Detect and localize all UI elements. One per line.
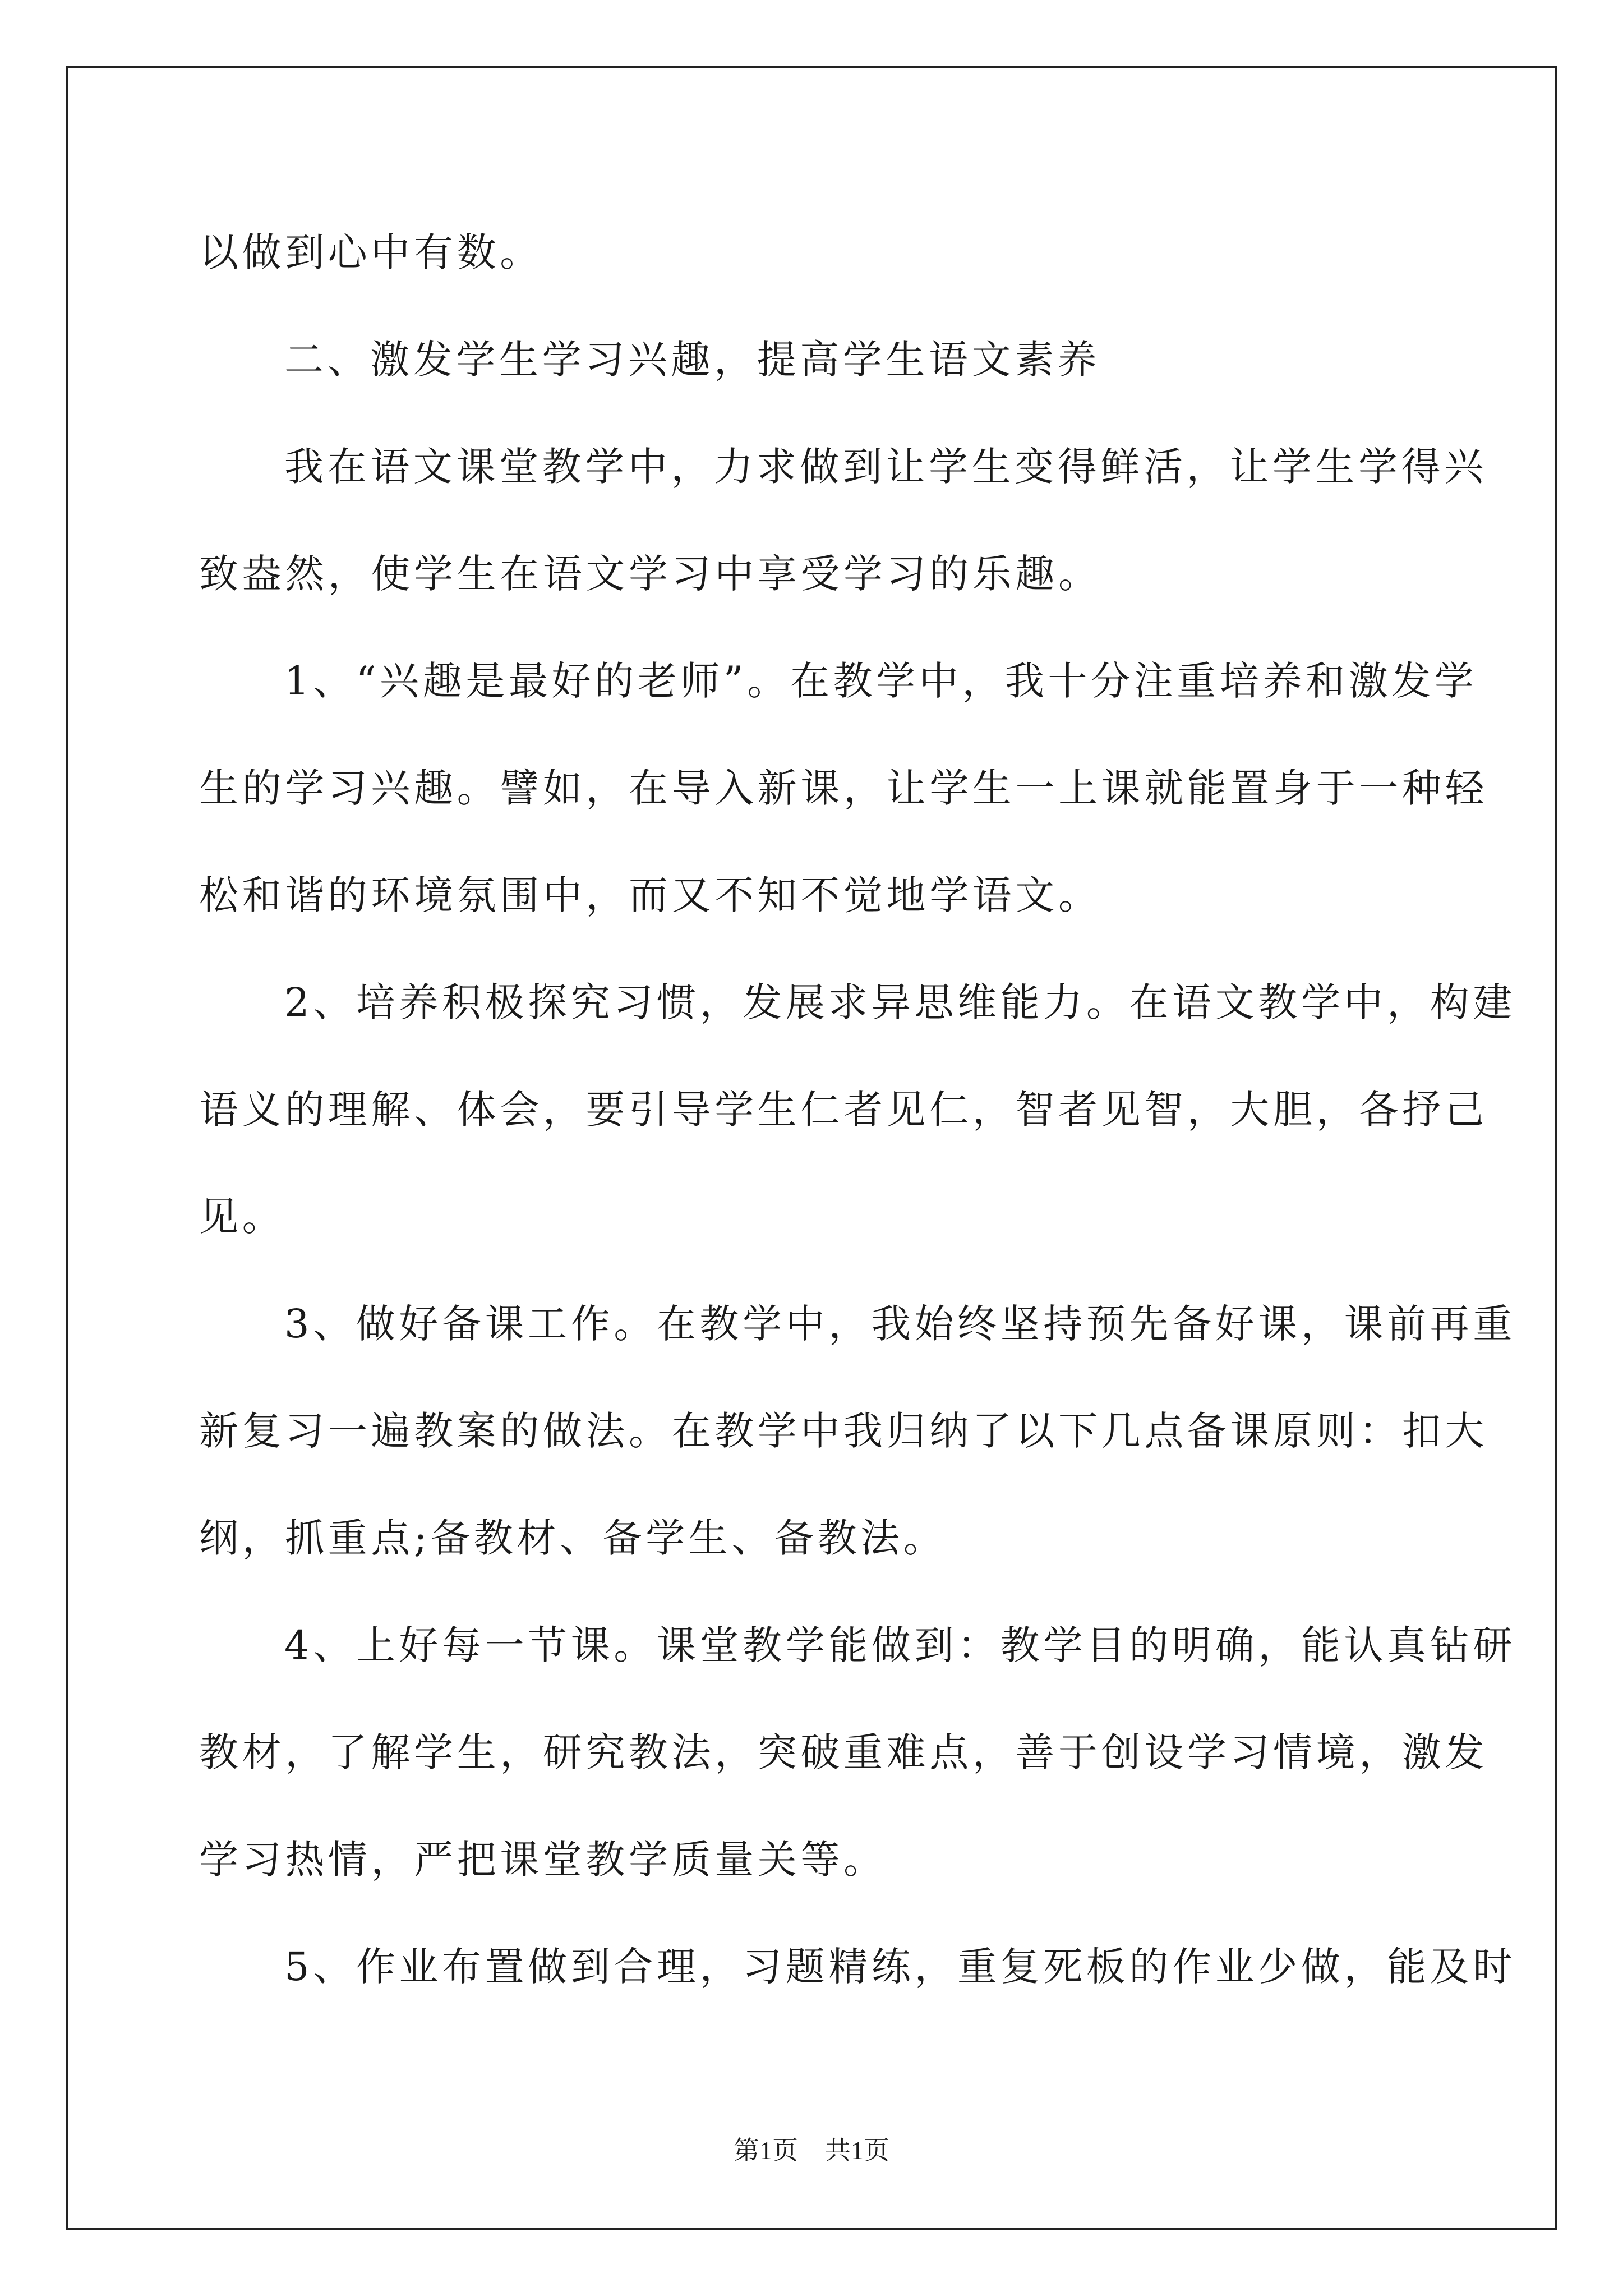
list-item-3-line: 纲，抓重点;备教材、备学生、备教法。	[199, 1515, 947, 1561]
page-footer	[0, 2134, 1623, 2168]
page-number-total: 共1页	[825, 2136, 889, 2165]
list-item-2-line: 见。	[199, 1194, 285, 1240]
document-body	[199, 199, 1516, 2021]
list-item-4-line: 4、上好每一节课。课堂教学能做到：教学目的明确，能认真钻研	[284, 1622, 1516, 1668]
list-item-2-line: 2、培养积极探究习惯，发展求异思维能力。在语文教学中，构建	[284, 979, 1516, 1025]
section-heading: 二、激发学生学习兴趣，提高学生语文素养	[284, 337, 1101, 383]
page-number-current: 第1页	[734, 2136, 798, 2165]
list-item-5-line: 5、作业布置做到合理，习题精练，重复死板的作业少做，能及时	[284, 1944, 1516, 1990]
list-item-4-line: 教材，了解学生，研究教法，突破重难点，善于创设学习情境，激发	[199, 1729, 1488, 1775]
list-item-3-line: 3、做好备课工作。在教学中，我始终坚持预先备好课，课前再重	[284, 1301, 1516, 1347]
list-item-3-line: 新复习一遍教案的做法。在教学中我归纳了以下几点备课原则：扣大	[199, 1408, 1488, 1454]
text-line: 致盎然，使学生在语文学习中享受学习的乐趣。	[199, 551, 1101, 597]
list-item-1-line: 1、“兴趣是最好的老师”。在教学中，我十分注重培养和激发学	[284, 658, 1478, 704]
list-item-4-line: 学习热情，严把课堂教学质量关等。	[199, 1837, 887, 1883]
list-item-1-line: 松和谐的环境氛围中，而又不知不觉地学语文。	[199, 872, 1101, 918]
text-line: 以做到心中有数。	[199, 229, 543, 275]
list-item-2-line: 语义的理解、体会，要引导学生仁者见仁，智者见智，大胆，各抒己	[199, 1087, 1488, 1133]
list-item-1-line: 生的学习兴趣。譬如，在导入新课，让学生一上课就能置身于一种轻	[199, 765, 1488, 811]
text-line: 我在语文课堂教学中，力求做到让学生变得鲜活，让学生学得兴	[284, 444, 1487, 490]
